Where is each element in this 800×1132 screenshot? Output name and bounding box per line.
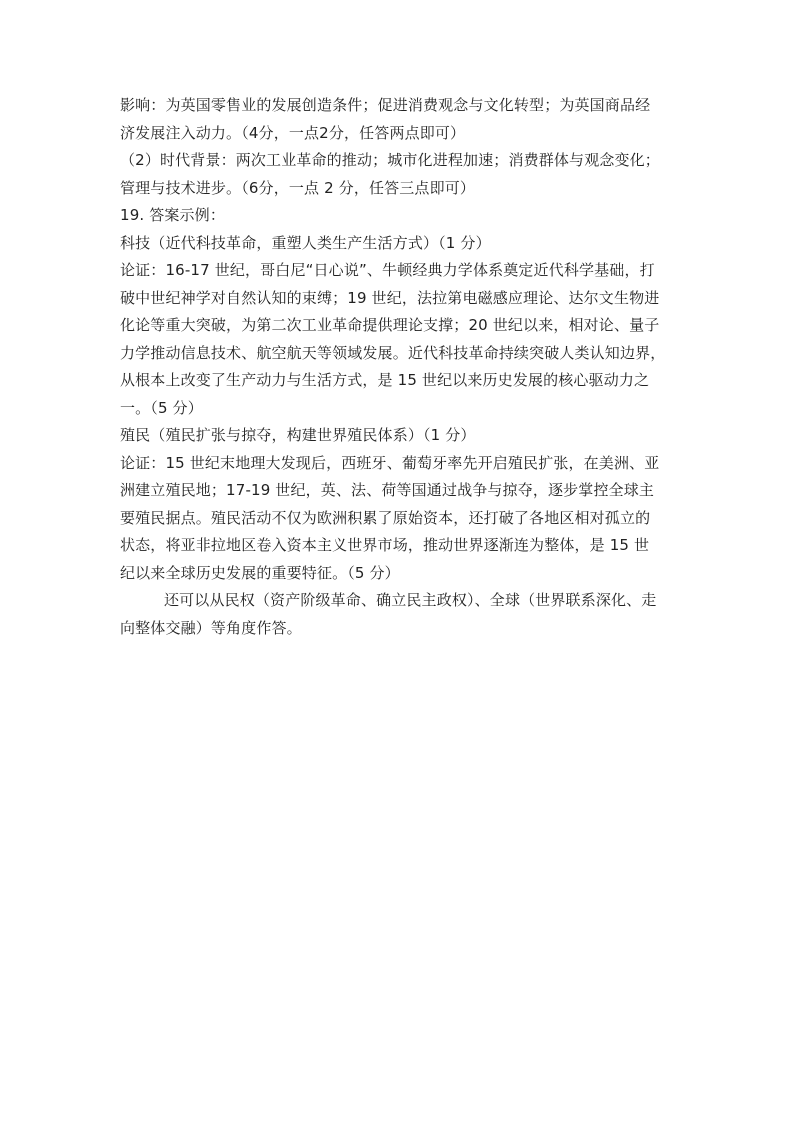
section-heading: 科技（近代科技革命，重塑人类生产生活方式）（1 分） xyxy=(120,233,491,252)
text-line: 管理与技术进步。（6分，一点 2 分，任答三点即可） xyxy=(120,178,476,197)
text-line: 要殖民据点。殖民活动不仅为欧洲积累了原始资本，还打破了各地区相对孤立的 xyxy=(120,508,651,527)
answer-text-block xyxy=(120,92,686,642)
text-line: 影响：为英国零售业的发展创造条件；促进消费观念与文化转型；为英国商品经 xyxy=(120,96,651,114)
paragraph-alternatives xyxy=(120,587,686,642)
text-line: （2）时代背景：两次工业革命的推动；城市化进程加速；消费群体与观念变化； xyxy=(120,151,660,169)
text-line: 洲建立殖民地；17-19 世纪，英、法、荷等国通过战争与掠夺，逐步掌控全球主 xyxy=(120,481,655,499)
text-line: 向整体交融）等角度作答。 xyxy=(120,618,302,637)
section-colonial xyxy=(120,422,686,587)
section-heading: 殖民（殖民扩张与掠夺，构建世界殖民体系）（1 分） xyxy=(120,426,476,444)
text-line: 论证：16-17 世纪，哥白尼“日心说”、牛顿经典力学体系奠定近代科学基础，打 xyxy=(120,261,655,279)
text-line: 一。（5 分） xyxy=(120,398,203,417)
question-19-heading xyxy=(120,202,686,230)
text-line: 破中世纪神学对自然认知的束缚；19 世纪，法拉第电磁感应理论、达尔文生物进 xyxy=(120,288,660,307)
paragraph-background xyxy=(120,147,686,202)
text-line: 济发展注入动力。（4分，一点2分，任答两点即可） xyxy=(120,123,466,142)
text-line: 论证：15 世纪末地理大发现后，西班牙、葡萄牙率先开启殖民扩张，在美洲、亚 xyxy=(120,453,660,472)
text-line: 力学推动信息技术、航空航天等领域发展。近代科技革命持续突破人类认知边界， xyxy=(120,343,666,362)
text-line: 纪以来全球历史发展的重要特征。（5 分） xyxy=(120,563,400,582)
text-line: 19. 答案示例： xyxy=(120,206,225,224)
text-line: 从根本上改变了生产动力与生活方式，是 15 世纪以来历史发展的核心驱动力之 xyxy=(120,371,650,389)
section-technology xyxy=(120,230,686,423)
paragraph-impact xyxy=(120,92,686,147)
text-line: 状态，将亚非拉地区卷入资本主义世界市场，推动世界逐渐连为整体，是 15 世 xyxy=(120,536,650,554)
text-line: 化论等重大突破，为第二次工业革命提供理论支撑；20 世纪以来，相对论、量子 xyxy=(120,316,660,334)
text-line: 还可以从民权（资产阶级革命、确立民主政权）、全球（世界联系深化、走 xyxy=(164,591,657,609)
